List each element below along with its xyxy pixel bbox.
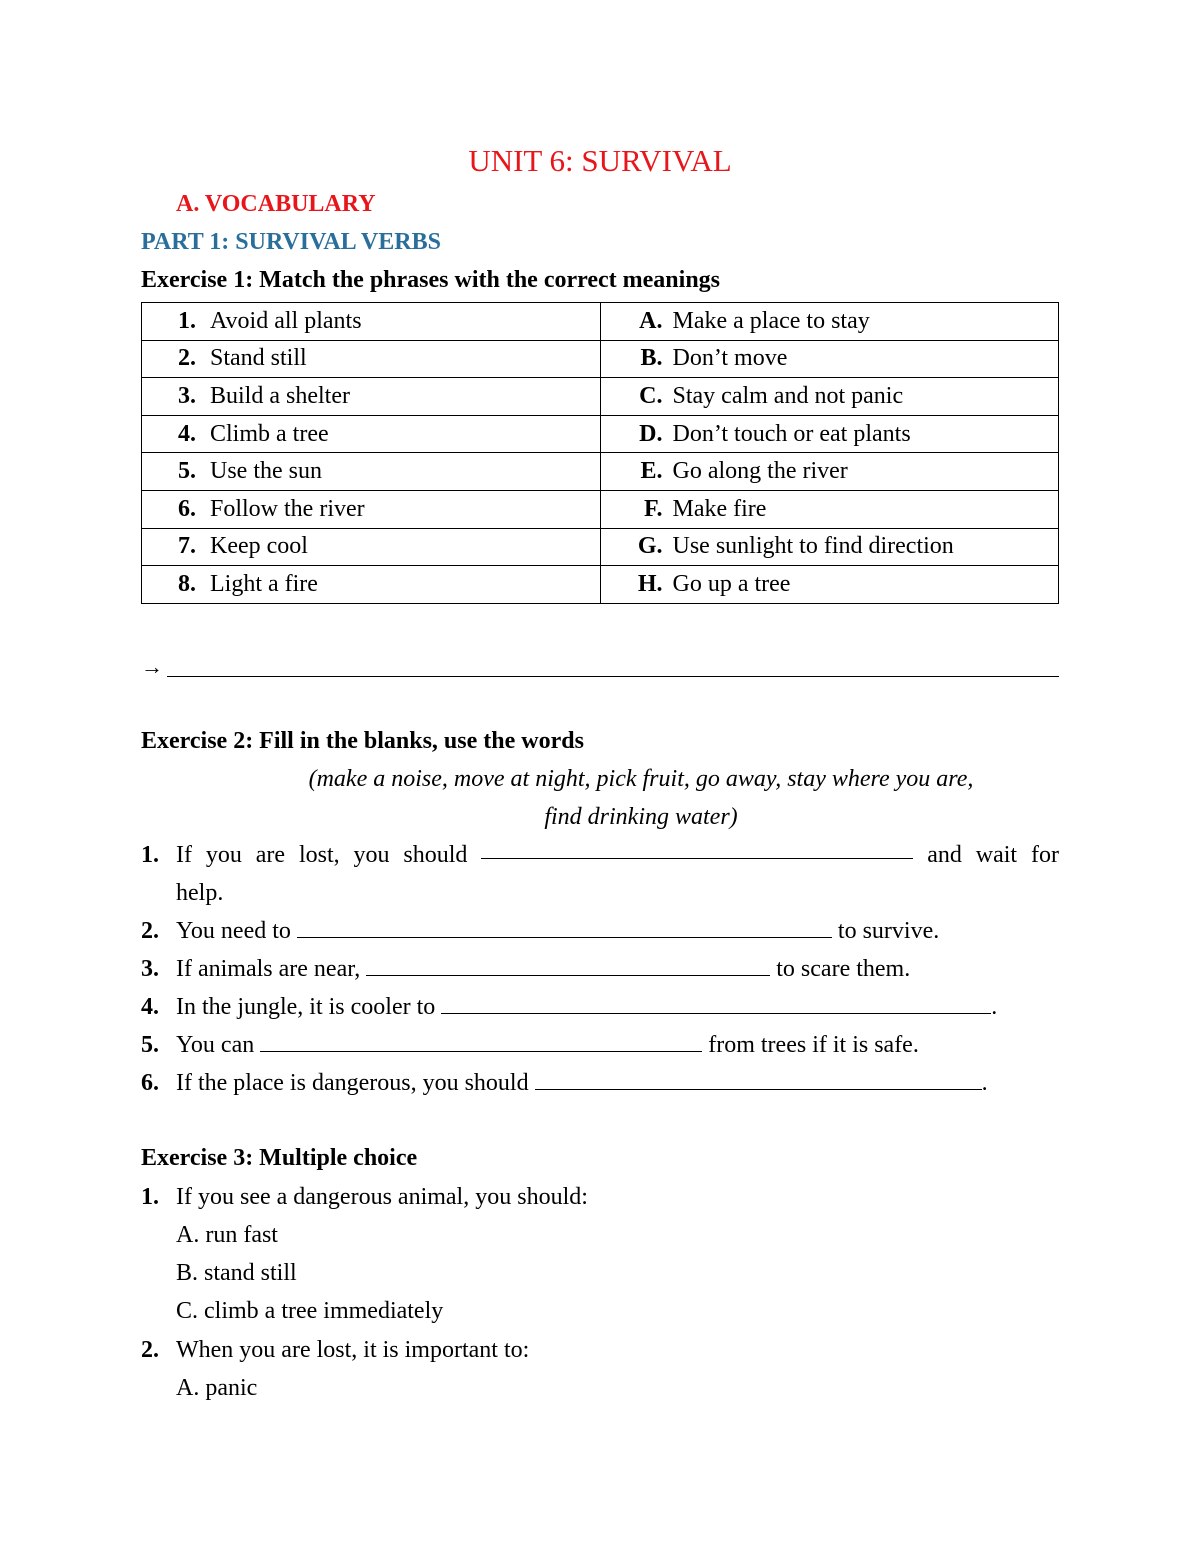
meaning-text: Stay calm and not panic bbox=[672, 382, 904, 409]
fill-question-1 bbox=[141, 836, 1059, 912]
answer-blank[interactable] bbox=[297, 915, 832, 938]
question-number: 6. bbox=[141, 1070, 159, 1096]
matching-table bbox=[141, 302, 1059, 604]
meaning-cell bbox=[600, 528, 1059, 566]
question-number: 2. bbox=[141, 1337, 159, 1363]
meaning-text: Don’t move bbox=[672, 345, 788, 372]
table-row bbox=[142, 303, 1059, 341]
meaning-cell bbox=[600, 490, 1059, 528]
meaning-letter: C. bbox=[639, 382, 663, 409]
question-word: should bbox=[403, 842, 468, 868]
phrase-cell bbox=[142, 453, 601, 491]
question-word: wait bbox=[975, 842, 1018, 868]
question-word: for bbox=[1030, 842, 1059, 868]
phrase-text: Follow the river bbox=[210, 495, 365, 522]
phrase-cell bbox=[142, 528, 601, 566]
question-text: . bbox=[991, 994, 998, 1020]
phrase-text: Use the sun bbox=[210, 458, 322, 485]
question-text: If animals are near, bbox=[176, 956, 367, 982]
answer-blank[interactable] bbox=[481, 836, 913, 859]
phrase-cell bbox=[142, 490, 601, 528]
phrase-cell bbox=[142, 378, 601, 416]
question-text: to scare them. bbox=[770, 956, 911, 982]
question-text: When you are lost, it is important to: bbox=[176, 1337, 530, 1363]
table-row bbox=[142, 378, 1059, 416]
phrase-text: Build a shelter bbox=[210, 382, 350, 409]
meaning-text: Go up a tree bbox=[672, 570, 791, 597]
phrase-cell bbox=[142, 340, 601, 378]
answer-blank[interactable] bbox=[366, 953, 770, 976]
phrase-number: 6. bbox=[178, 495, 196, 522]
phrase-number: 4. bbox=[178, 420, 196, 447]
exercise1-heading: Exercise 1: Match the phrases with the correct meanings bbox=[141, 267, 720, 293]
phrase-number: 3. bbox=[178, 382, 196, 409]
question-text: You need to bbox=[176, 918, 297, 944]
section-heading-vocabulary: A. VOCABULARY bbox=[176, 191, 376, 217]
question-text: In the jungle, it is cooler to bbox=[176, 994, 442, 1020]
mc-option-c[interactable]: C. climb a tree immediately bbox=[176, 1298, 444, 1324]
table-row bbox=[142, 490, 1059, 528]
question-continuation: help. bbox=[176, 880, 224, 906]
phrase-number: 8. bbox=[178, 570, 196, 597]
question-number: 1. bbox=[141, 842, 159, 868]
phrase-cell bbox=[142, 566, 601, 604]
answer-blank[interactable] bbox=[441, 991, 991, 1014]
meaning-cell bbox=[600, 453, 1059, 491]
meaning-cell bbox=[600, 303, 1059, 341]
meaning-text: Go along the river bbox=[672, 458, 848, 485]
arrow-icon: → bbox=[141, 654, 163, 679]
meaning-letter: H. bbox=[637, 570, 663, 597]
question-number: 3. bbox=[141, 956, 159, 982]
phrase-cell bbox=[142, 303, 601, 341]
meaning-cell bbox=[600, 415, 1059, 453]
question-text: from trees if it is safe. bbox=[702, 1032, 919, 1058]
phrase-number: 7. bbox=[178, 533, 196, 560]
question-text: to survive. bbox=[831, 918, 940, 944]
meaning-letter: F. bbox=[644, 495, 663, 522]
answer-line[interactable] bbox=[141, 650, 1059, 680]
question-word: are bbox=[255, 842, 286, 868]
mc-option-a[interactable]: A. run fast bbox=[176, 1222, 278, 1248]
table-row bbox=[142, 340, 1059, 378]
page-title: UNIT 6: SURVIVAL bbox=[468, 143, 732, 178]
table-row bbox=[142, 566, 1059, 604]
meaning-text: Don’t touch or eat plants bbox=[672, 420, 911, 447]
answer-blank[interactable] bbox=[167, 676, 1059, 677]
question-number: 5. bbox=[141, 1032, 159, 1058]
phrase-text: Climb a tree bbox=[210, 420, 329, 447]
question-text: If you see a dangerous animal, you should: bbox=[176, 1184, 588, 1210]
part-heading: PART 1: SURVIVAL VERBS bbox=[141, 229, 441, 255]
answer-blank[interactable] bbox=[260, 1029, 702, 1052]
question-word: If bbox=[176, 842, 192, 868]
answer-blank[interactable] bbox=[535, 1067, 982, 1090]
meaning-letter: G. bbox=[637, 533, 663, 560]
phrase-number: 1. bbox=[178, 307, 196, 334]
question-text: You can bbox=[176, 1032, 261, 1058]
word-bank-line-2: find drinking water) bbox=[544, 804, 738, 830]
meaning-cell bbox=[600, 340, 1059, 378]
question-word: you bbox=[353, 842, 390, 868]
question-number: 2. bbox=[141, 918, 159, 944]
question-word: you bbox=[205, 842, 242, 868]
phrase-text: Avoid all plants bbox=[210, 307, 362, 334]
word-bank-line-1: (make a noise, move at night, pick fruit, go away, stay where you are, bbox=[308, 766, 974, 792]
question-word: and bbox=[927, 842, 962, 868]
question-number: 4. bbox=[141, 994, 159, 1020]
meaning-text: Use sunlight to find direction bbox=[672, 533, 954, 560]
meaning-letter: D. bbox=[639, 420, 663, 447]
question-text: . bbox=[981, 1070, 988, 1096]
question-number: 1. bbox=[141, 1184, 159, 1210]
question-word: lost, bbox=[298, 842, 340, 868]
meaning-text: Make fire bbox=[672, 495, 767, 522]
table-row bbox=[142, 528, 1059, 566]
phrase-number: 5. bbox=[178, 458, 196, 485]
phrase-number: 2. bbox=[178, 345, 196, 372]
phrase-text: Light a fire bbox=[210, 570, 318, 597]
question-text: If the place is dangerous, you should bbox=[176, 1070, 535, 1096]
exercise3-heading: Exercise 3: Multiple choice bbox=[141, 1145, 418, 1171]
mc-option-a[interactable]: A. panic bbox=[176, 1375, 258, 1401]
meaning-letter: B. bbox=[640, 345, 663, 372]
meaning-letter: A. bbox=[639, 307, 663, 334]
meaning-cell bbox=[600, 378, 1059, 416]
phrase-cell bbox=[142, 415, 601, 453]
meaning-cell bbox=[600, 566, 1059, 604]
table-row bbox=[142, 453, 1059, 491]
meaning-text: Make a place to stay bbox=[672, 307, 870, 334]
table-row bbox=[142, 415, 1059, 453]
mc-option-b[interactable]: B. stand still bbox=[176, 1260, 297, 1286]
exercise2-heading: Exercise 2: Fill in the blanks, use the words bbox=[141, 728, 584, 754]
phrase-text: Keep cool bbox=[210, 533, 308, 560]
phrase-text: Stand still bbox=[210, 345, 307, 372]
meaning-letter: E. bbox=[640, 458, 663, 485]
